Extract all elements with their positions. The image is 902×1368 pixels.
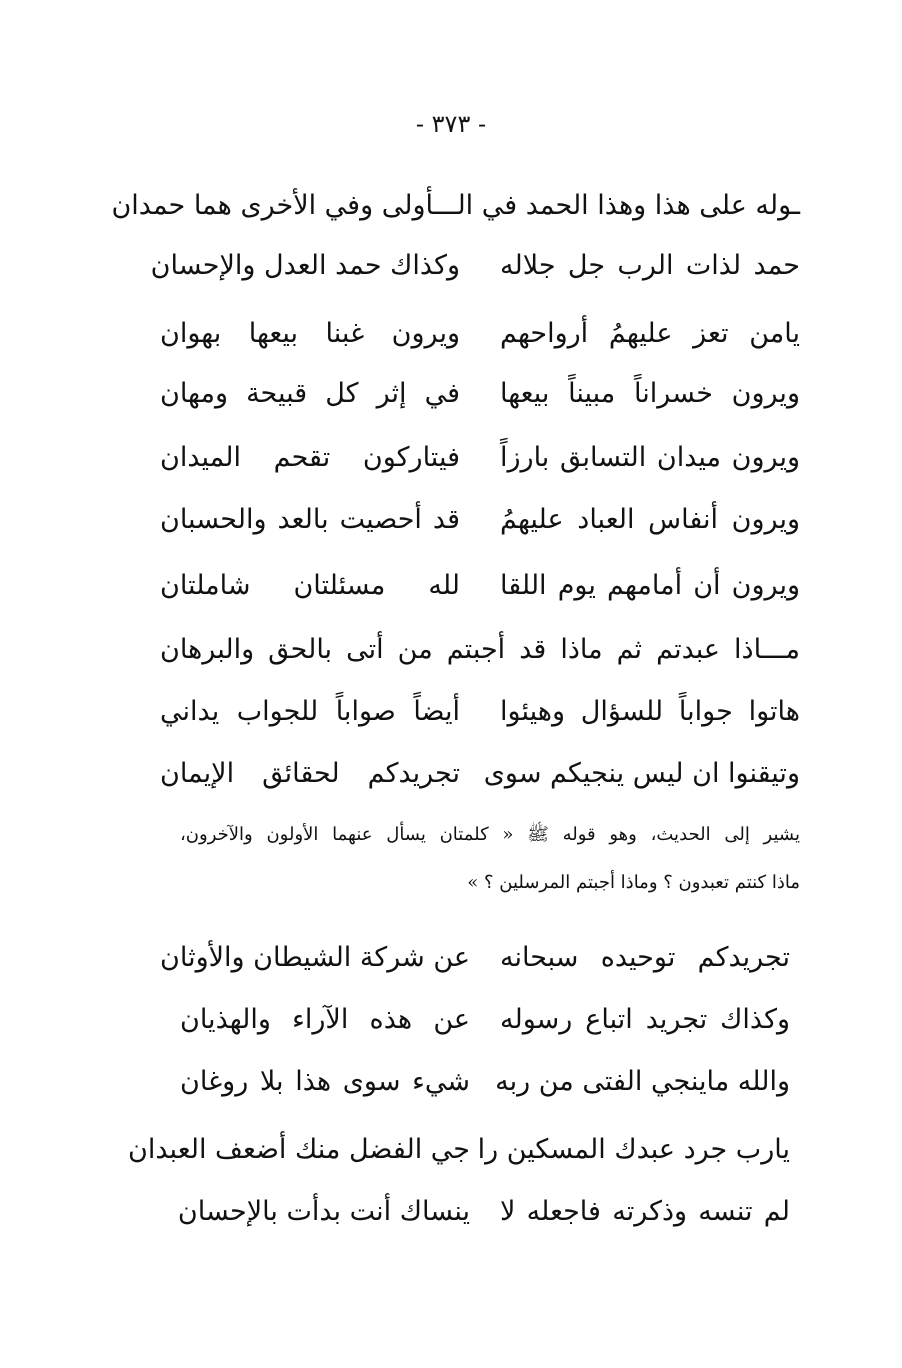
verse-second-hemistich: أيضاً صواباً للجواب يداني [160,696,460,727]
verse [180,1060,790,1104]
verse-second-hemistich: تجريدكم لحقائق الإيمان [160,758,460,789]
page-number: - ٣٧٣ - [415,110,487,138]
verse-second-hemistich: في إثر كل قبيحة ومهان [160,378,460,409]
verse-second-hemistich: فيتاركون تقحم الميدان [160,442,460,473]
verse-first-hemistich: لم تنسه وذكرته فاجعله لا [500,1196,790,1227]
verse-first-hemistich: تجريدكم توحيده سبحانه [500,942,790,973]
verse [160,564,800,608]
verse-first-hemistich: ويرون خسراناً مبيناً بيعها [500,378,800,409]
verse [128,1128,790,1172]
verse [160,372,800,416]
verse-first-hemistich: حمد لذات الرب جل جلاله [500,250,800,281]
verse-first-hemistich: والله ماينجي الفتى من ربه [495,1066,790,1097]
verse [177,1190,790,1234]
verse [180,998,790,1042]
footnote-line: ماذا كنتم تعبدون ؟ وماذا أجبتم المرسلين ؟ » [467,872,800,893]
verse-first-hemistich: وكذاك تجريد اتباع رسوله [500,1004,790,1035]
verse-first-hemistich: هاتوا جواباً للسؤال وهيئوا [500,696,800,727]
verse-first-hemistich: ويرون ميدان التسابق بارزاً [500,442,800,473]
verse [160,936,790,980]
verse-second-hemistich: عن هذه الآراء والهذيان [180,1004,470,1035]
verse [160,752,800,796]
verse-first-hemistich: وتيقنوا ان ليس ينجيكم سوى [483,758,800,789]
verse-second-hemistich: جي الفضل منك أضعف العبدان [128,1134,470,1165]
verse-second-hemistich: عن شركة الشيطان والأوثان [160,942,470,973]
verse [160,498,800,542]
intro-line: ـوله على هذا وهذا الحمد في الـــأولى وفي الأخرى هما حمدان [111,190,800,221]
verse [160,436,800,480]
verse-first-hemistich: ويرون أنفاس العباد عليهمُ [500,504,800,535]
verse [160,312,800,356]
verse-first-hemistich: ويرون أن أمامهم يوم اللقا [500,570,800,601]
verse-first-hemistich: يارب جرد عبدك المسكين را [477,1134,790,1165]
verse-first-hemistich: يامن تعز عليهمُ أرواحهم [500,318,800,349]
verse [160,690,800,734]
verse-second-hemistich: لله مسئلتان شاملتان [160,570,460,601]
verse [150,244,800,288]
verse-second-hemistich: ويرون غبنا بيعها بهوان [160,318,460,349]
verse-second-hemistich: قد أحصيت بالعد والحسبان [160,504,460,535]
verse-second-hemistich: ينساك أنت بدأت بالإحسان [177,1196,470,1227]
footnote-line: يشير إلى الحديث، وهو قوله ﷺ « كلمتان يسأل عنهما الأولون والآخرون، [180,824,800,845]
verse-second-hemistich: شيء سوى هذا بلا روغان [180,1066,470,1097]
verse-second-hemistich: وكذاك حمد العدل والإحسان [150,250,460,281]
run-on-line: مـــاذا عبدتم ثم ماذا قد أجبتم من أتى بالحق والبرهان [160,634,800,665]
